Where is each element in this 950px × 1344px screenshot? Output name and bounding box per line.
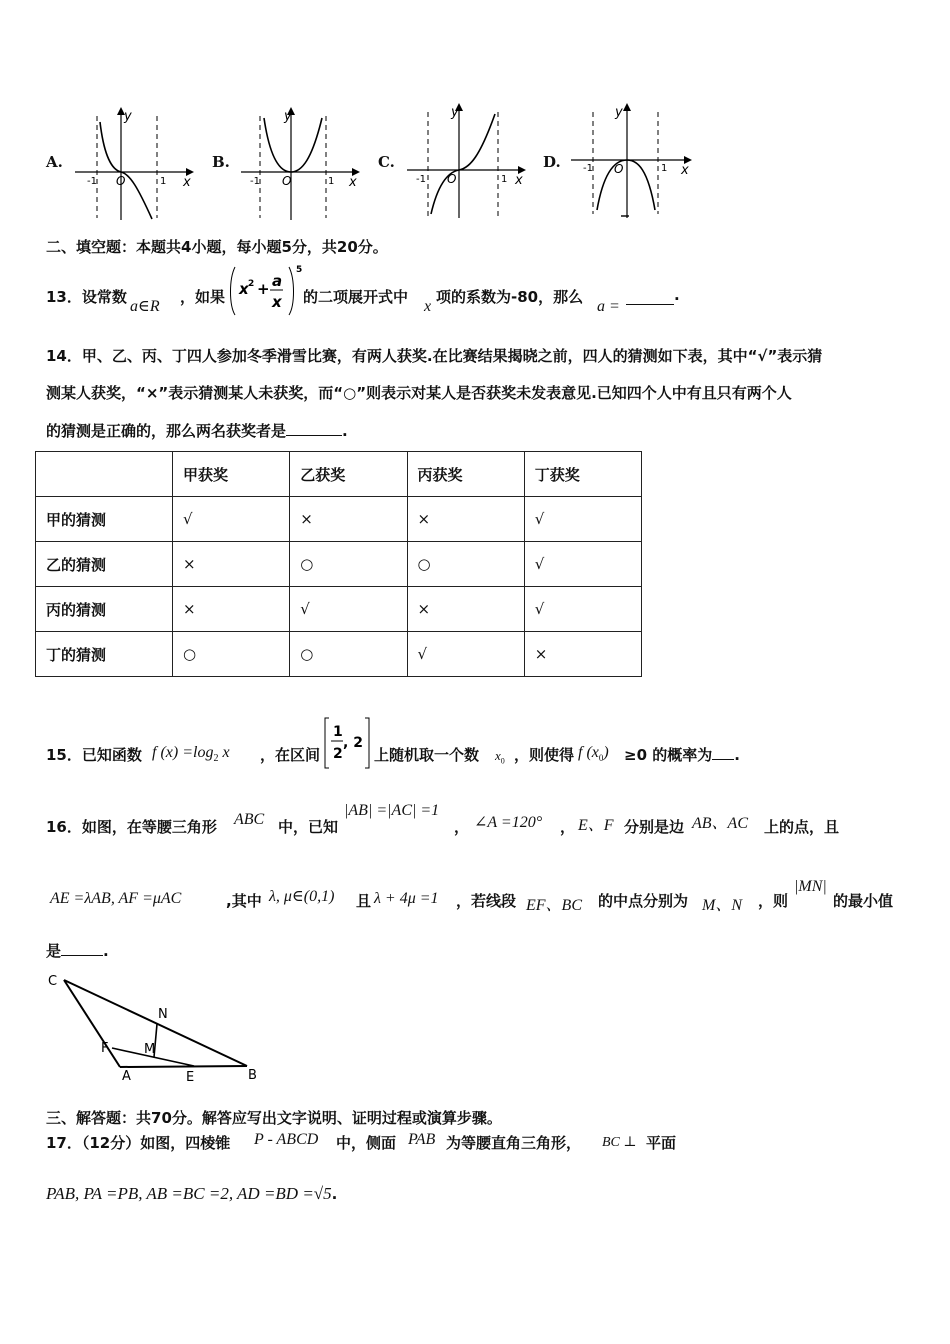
table-header-cell: 丁获奖 [524,452,641,497]
tick-neg-label: -1 [416,174,426,185]
option-c-label: C. [378,153,395,171]
curve-a [100,122,152,219]
svg-text:x: x [239,280,249,298]
svg-text:1: 1 [333,724,343,740]
question-14-line1: 14．甲、乙、丙、丁四人参加冬季滑雪比赛，有两人获奖.在比赛结果揭晓之前，四人的猜测如下表，其中“√”表示猜 [46,347,823,365]
answer-blank-13[interactable] [626,290,674,305]
graph-option-b [238,104,364,222]
vertex-c-label: C [48,974,58,989]
table-cell: √ [524,542,641,587]
curve-c [431,114,495,214]
graph-option-d [568,100,698,220]
svg-text:+: + [257,280,270,298]
binomial-expression [227,264,307,318]
table-header-cell [36,452,173,497]
interval-expression [323,716,375,770]
option-b-label: B. [212,153,230,171]
table-row [36,587,642,632]
graph-option-a [72,104,198,222]
table-header-cell: 丙获奖 [407,452,524,497]
tick-neg-label: -1 [87,176,97,187]
table-cell: √ [524,587,641,632]
table-header-cell: 乙获奖 [290,452,407,497]
svg-text:5: 5 [296,265,303,275]
y-axis-label: y [124,109,132,124]
origin-label: O [447,172,457,186]
table-cell: √ [290,587,407,632]
table-cell: × [173,587,290,632]
origin-label: O [614,162,624,176]
option-d-label: D. [543,153,561,171]
svg-text:x: x [272,293,282,311]
y-axis-label: y [451,105,459,120]
origin-label: O [116,174,126,188]
origin-label: O [282,174,292,188]
table-cell: ○ [290,632,407,677]
point-m-label: M [144,1042,156,1057]
answer-blank-15[interactable] [712,745,734,760]
table-cell: √ [173,497,290,542]
tick-pos-label: 1 [328,176,335,187]
guess-table [35,451,642,677]
svg-text:, 2: , 2 [343,735,363,751]
svg-text:2: 2 [248,279,255,289]
svg-text:a: a [272,272,283,290]
tick-pos-label: 1 [160,176,167,187]
table-cell: √ [524,497,641,542]
point-n-label: N [158,1007,168,1022]
vertex-b-label: B [248,1068,257,1083]
table-cell: × [290,497,407,542]
curve-b [264,118,322,172]
table-cell: × [407,587,524,632]
row-label: 乙的猜测 [36,542,173,587]
option-a-label: A. [46,153,63,171]
table-row [36,497,642,542]
triangle-figure [44,970,274,1085]
tick-neg-label: -1 [583,163,593,174]
answer-blank-16[interactable] [61,941,103,956]
answer-blank-14[interactable] [286,421,342,436]
table-row [36,632,642,677]
x-axis-label: x [349,175,357,190]
x-axis-label: x [515,173,523,188]
question-17-line2: PAB, PA =PB, AB =BC =2, AD =BD =√5. [46,1184,338,1203]
table-row [36,542,642,587]
question-14-line2: 测某人获奖，“×”表示猜测某人未获奖，而“○”则表示对某人是否获奖未发表意见.已知四个人中有且只有两个人 [46,384,792,402]
row-label: 丁的猜测 [36,632,173,677]
section3-heading: 三、解答题：共70分。解答应写出文字说明、证明过程或演算步骤。 [46,1109,502,1127]
curve-d [597,160,655,210]
x-axis-label: x [183,175,191,190]
table-header-row [36,452,642,497]
point-e-label: E [186,1070,195,1085]
svg-text:2: 2 [333,746,343,762]
row-label: 甲的猜测 [36,497,173,542]
x-axis-label: x [681,163,689,178]
y-axis-label: y [615,105,623,120]
question-16-line3: 是 . [46,942,109,960]
row-label: 丙的猜测 [36,587,173,632]
table-cell: ○ [290,542,407,587]
section2-heading: 二、填空题：本题共4小题，每小题5分，共20分。 [46,238,388,256]
graph-option-c [404,100,530,220]
table-cell: × [524,632,641,677]
table-header-cell: 甲获奖 [173,452,290,497]
vertex-a-label: A [122,1069,131,1084]
tick-pos-label: 1 [501,174,508,185]
table-cell: √ [407,632,524,677]
tick-neg-label: -1 [250,176,260,187]
table-cell: × [407,497,524,542]
question-14-line3: 的猜测是正确的，那么两名获奖者是 . [46,422,348,440]
table-cell: × [173,542,290,587]
tick-pos-label: 1 [661,163,668,174]
y-axis-label: y [284,109,292,124]
table-cell: ○ [407,542,524,587]
table-cell: ○ [173,632,290,677]
point-f-label: F [101,1041,109,1056]
